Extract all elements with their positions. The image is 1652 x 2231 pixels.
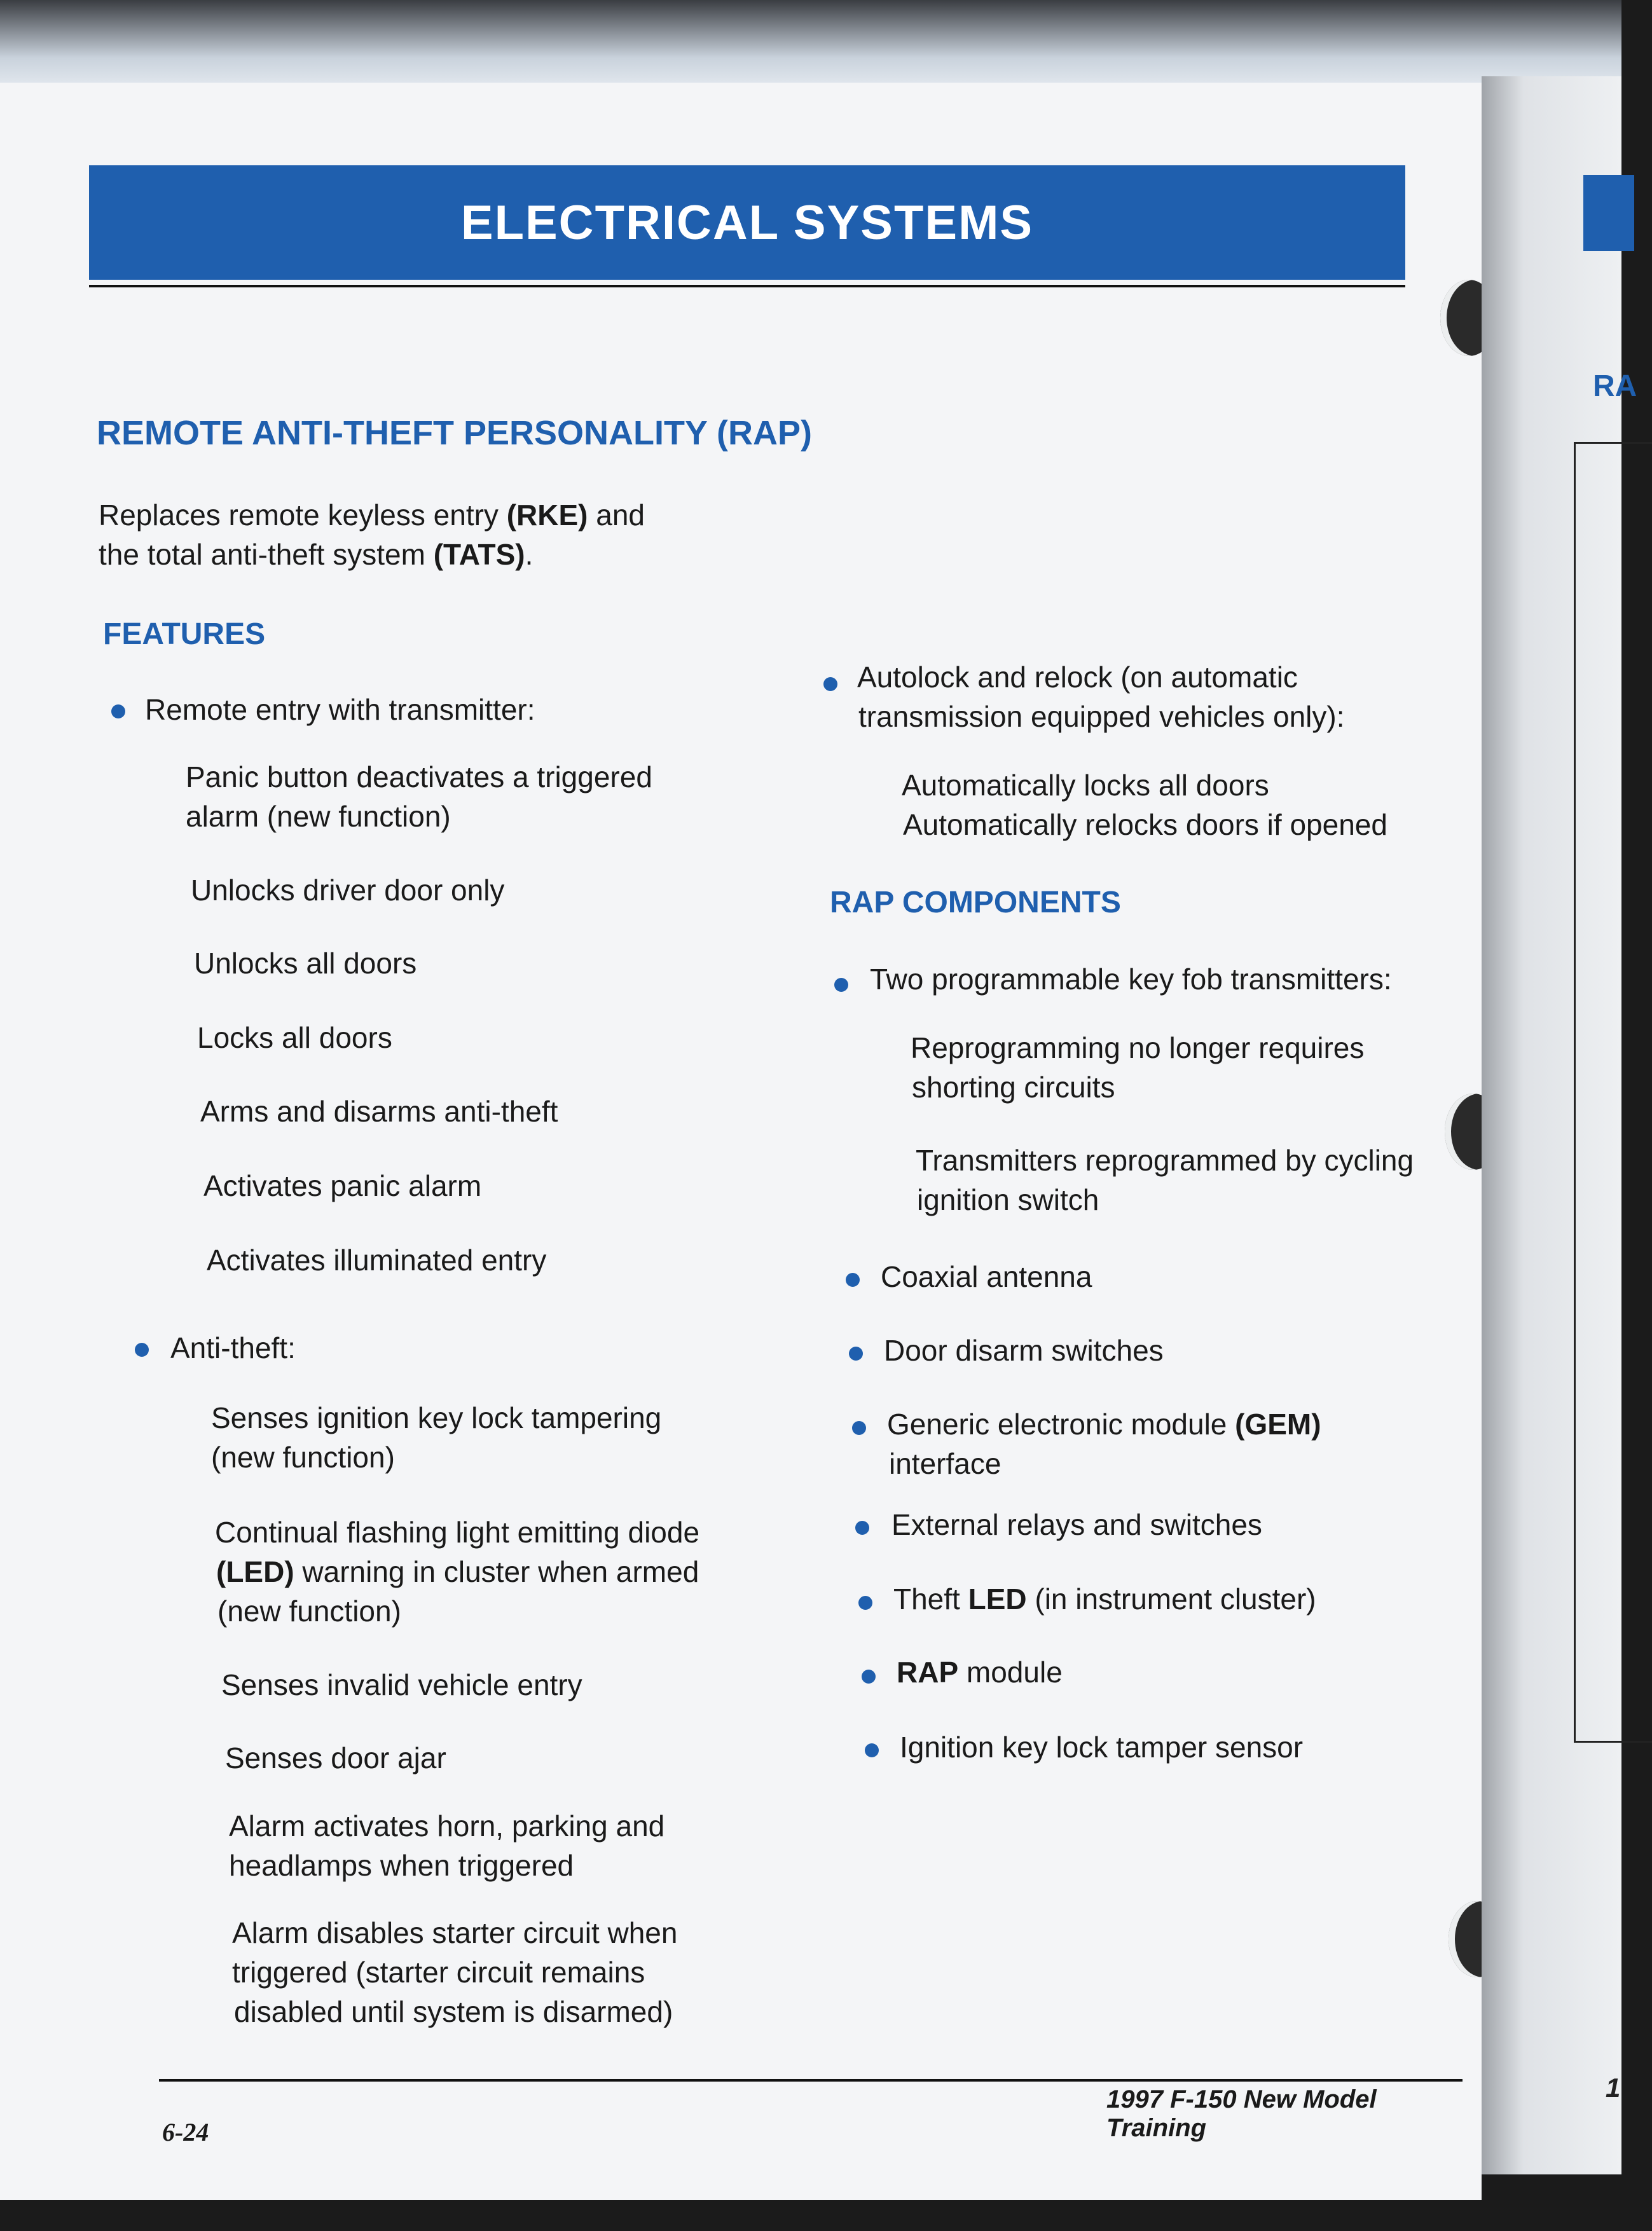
components-heading: RAP COMPONENTS [830,886,1121,919]
anti-theft-item-6-l3: disabled until system is disarmed) [234,1995,673,2028]
anti-theft-item-4: Senses door ajar [225,1741,446,1775]
intro-line-1: Replaces remote keyless entry (RKE) and [99,498,645,532]
remote-item-panic-alarm: Activates panic alarm [203,1169,482,1202]
component-fob-item-1-l1: Reprogramming no longer requires [911,1031,1365,1064]
features-heading: FEATURES [103,617,266,651]
autolock-label-l1: Autolock and relock (on automatic [857,661,1298,694]
remote-item-lock-all: Locks all doors [197,1021,392,1054]
next-page-edge [1482,76,1637,2174]
remote-item-illuminated: Activates illuminated entry [207,1244,547,1277]
autolock-label-l2: transmission equipped vehicles only): [858,700,1345,733]
anti-theft-item-2-l3: (new function) [217,1595,401,1628]
page-header-title: ELECTRICAL SYSTEMS [460,195,1034,250]
remote-item-unlock-driver: Unlocks driver door only [191,874,505,907]
remote-item-unlock-all: Unlocks all doors [194,947,417,980]
bullet-icon [865,1743,879,1757]
autolock-item-1: Automatically locks all doors [902,769,1269,802]
section-title: REMOTE ANTI-THEFT PERSONALITY (RAP) [97,414,812,452]
component-gem-l2: interface [889,1447,1002,1480]
anti-theft-item-2-l1: Continual flashing light emitting diode [215,1516,700,1549]
component-fob-item-1-l2: shorting circuits [912,1071,1115,1104]
component-gem-l1: Generic electronic module (GEM) [887,1408,1321,1441]
component-door: Door disarm switches [884,1334,1164,1367]
anti-theft-item-1-l1: Senses ignition key lock tampering [211,1401,662,1434]
bullet-icon [846,1273,860,1287]
next-page-number: 1 [1606,2073,1621,2103]
component-theft-led: Theft LED (in instrument cluster) [893,1582,1316,1616]
anti-theft-item-5-l2: headlamps when triggered [229,1849,574,1882]
next-page-box [1574,442,1652,1743]
anti-theft-item-6-l1: Alarm disables starter circuit when [232,1916,678,1949]
autolock-item-2: Automatically relocks doors if opened [903,808,1387,841]
header-rule-bottom [89,285,1405,287]
header-banner [89,165,1405,280]
anti-theft-item-6-l2: triggered (starter circuit remains [232,1956,645,1989]
bullet-icon [852,1421,866,1435]
remote-item-arms: Arms and disarms anti-theft [200,1095,558,1128]
next-page-banner [1583,175,1634,251]
bullet-icon [823,677,837,691]
document-page [0,83,1482,2200]
anti-theft-item-2-l2: (LED) warning in cluster when armed [216,1555,699,1588]
remote-item-panic-l1: Panic button deactivates a triggered [186,760,652,793]
bullet-icon [858,1596,872,1610]
footer-rule [159,2079,1463,2082]
bullet-icon [849,1347,863,1361]
bullet-icon [855,1521,869,1535]
bullet-icon [834,978,848,992]
footer-title: 1997 F-150 New Model Training [1106,2085,1377,2142]
scan-border [0,0,1621,83]
anti-theft-item-1-l2: (new function) [211,1441,395,1474]
component-fob: Two programmable key fob transmitters: [870,963,1392,996]
component-relays: External relays and switches [891,1508,1262,1541]
component-coax: Coaxial antenna [881,1260,1092,1293]
anti-theft-label: Anti-theft: [170,1331,296,1364]
component-fob-item-2-l2: ignition switch [917,1183,1099,1216]
bullet-icon [135,1343,149,1357]
anti-theft-item-5-l1: Alarm activates horn, parking and [229,1809,665,1843]
anti-theft-item-3: Senses invalid vehicle entry [221,1668,582,1701]
remote-entry-label: Remote entry with transmitter: [145,693,535,726]
page-number: 6-24 [162,2118,209,2146]
bullet-icon [111,704,125,718]
component-fob-item-2-l1: Transmitters reprogrammed by cycling [916,1144,1414,1177]
component-rap-module: RAP module [897,1656,1063,1689]
remote-item-panic-l2: alarm (new function) [186,800,451,833]
bullet-icon [862,1670,876,1684]
intro-line-2: the total anti-theft system (TATS). [99,538,533,571]
component-ignition-sensor: Ignition key lock tamper sensor [900,1731,1304,1764]
next-page-heading: RA [1593,369,1637,403]
